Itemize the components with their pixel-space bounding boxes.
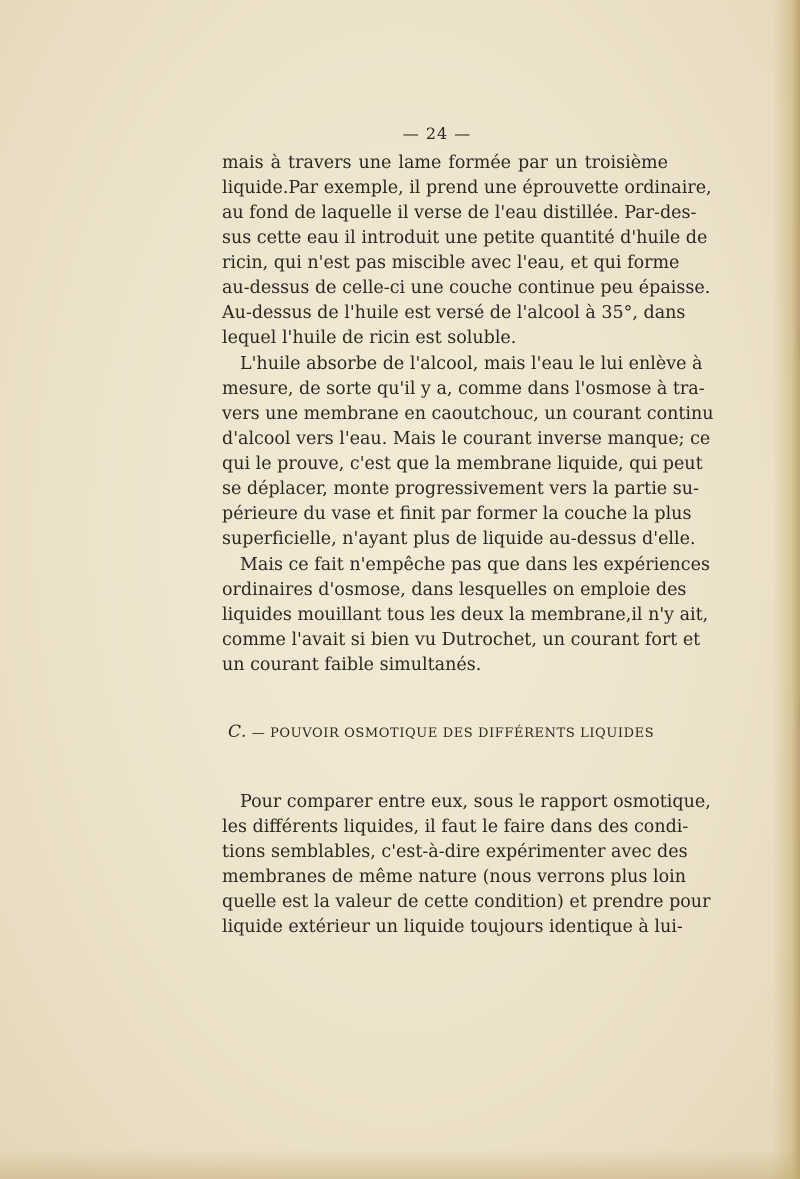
text-line: quelle est la valeur de cette condition) et prendre pour xyxy=(222,892,711,912)
text-line: membranes de même nature (nous verrons plus loin xyxy=(222,867,686,887)
text-line: les différents liquides, il faut le faire dans des condi- xyxy=(222,817,689,837)
text-line: Pour comparer entre eux, sous le rapport osmotique, xyxy=(240,792,711,812)
text-line: liquides mouillant tous les deux la membrane,il n'y ait, xyxy=(222,605,709,625)
text-line: liquide extérieur un liquide toujours identique à lui- xyxy=(222,917,683,937)
section-letter: C. xyxy=(228,722,248,742)
section-title: — POUVOIR OSMOTIQUE DES DIFFÉRENTS LIQUIDES xyxy=(251,726,655,741)
text-line: comme l'avait si bien vu Dutrochet, un courant fort et xyxy=(222,630,701,650)
text-line: qui le prouve, c'est que la membrane liquide, qui peut xyxy=(222,454,703,474)
text-line: au-dessus de celle-ci une couche continue peu épaisse. xyxy=(222,278,711,298)
section-heading xyxy=(228,722,668,742)
page-bottom-shadow xyxy=(0,1149,800,1179)
text-line: un courant faible simultanés. xyxy=(222,655,482,675)
text-line: Mais ce fait n'empêche pas que dans les expériences xyxy=(240,555,710,575)
text-line: au fond de laquelle il verse de l'eau distillée. Par-des- xyxy=(222,203,697,223)
text-line: Au-dessus de l'huile est versé de l'alcool à 35°, dans xyxy=(222,303,686,323)
text-line: mais à travers une lame formée par un troisième xyxy=(222,153,668,173)
text-line: L'huile absorbe de l'alcool, mais l'eau le lui enlève à xyxy=(240,354,703,374)
text-line: sus cette eau il introduit une petite quantité d'huile de xyxy=(222,228,708,248)
text-line: périeure du vase et finit par former la couche la plus xyxy=(222,504,692,524)
text-line: lequel l'huile de ricin est soluble. xyxy=(222,328,517,348)
text-line: liquide.Par exemple, il prend une éprouvette ordinaire, xyxy=(222,178,712,198)
page-edge-shadow xyxy=(772,0,800,1179)
text-line: mesure, de sorte qu'il y a, comme dans l'osmose à tra- xyxy=(222,379,705,399)
text-line: d'alcool vers l'eau. Mais le courant inverse manque; ce xyxy=(222,429,711,449)
text-line: ricin, qui n'est pas miscible avec l'eau, et qui forme xyxy=(222,253,680,273)
text-line: se déplacer, monte progressivement vers la partie su- xyxy=(222,479,699,499)
text-line: vers une membrane en caoutchouc, un courant continu xyxy=(222,404,714,424)
text-line: superficielle, n'ayant plus de liquide au-dessus d'elle. xyxy=(222,529,696,549)
text-line: tions semblables, c'est-à-dire expérimenter avec des xyxy=(222,842,688,862)
text-line: ordinaires d'osmose, dans lesquelles on emploie des xyxy=(222,580,687,600)
page-number: — 24 — xyxy=(402,124,472,143)
